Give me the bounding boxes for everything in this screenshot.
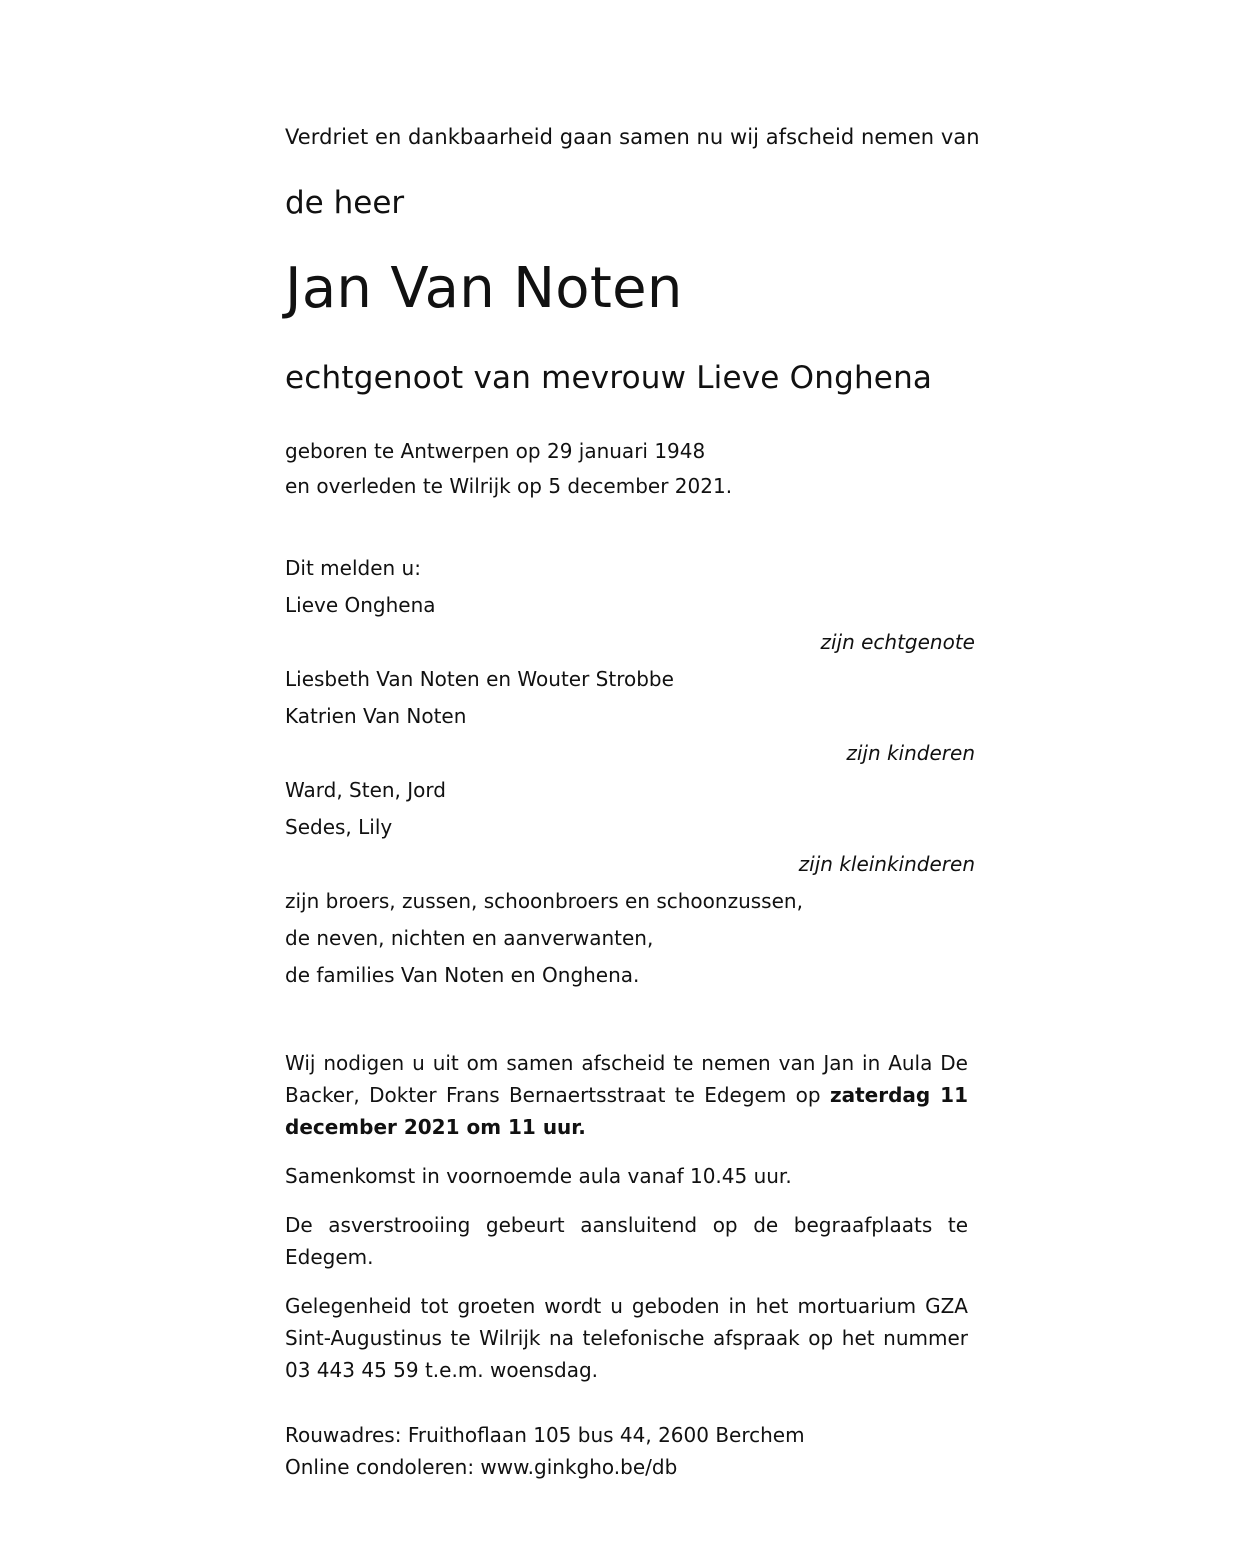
life-dates <box>285 434 732 504</box>
deceased-name: Jan Van Noten <box>285 256 683 321</box>
grandchildren-role: zijn kleinkinderen <box>798 852 975 876</box>
visitation-info: Gelegenheid tot groeten wordt u geboden in het mortuarium GZA Sint-Augustinus te Wilrijk na telefonische afspraak op het nummer 03 443 45 59 t.e.m. woensdag. <box>285 1294 968 1382</box>
spouse-role: zijn echtgenote <box>820 630 975 654</box>
birth-line: geboren te Antwerpen op 29 januari 1948 <box>285 439 706 463</box>
announcement-heading: Dit melden u: <box>285 556 421 580</box>
spouse-name: Lieve Onghena <box>285 593 436 617</box>
footer <box>285 1419 805 1483</box>
intro-line: Verdriet en dankbaarheid gaan samen nu wij afscheid nemen van <box>285 125 980 149</box>
ceremony-date: zaterdag 11 december 2021 om 11 uur. <box>285 1083 968 1139</box>
relatives-line: de neven, nichten en aanverwanten, <box>285 926 654 950</box>
mourning-address: Rouwadres: Fruithoflaan 105 bus 44, 2600 Berchem <box>285 1423 805 1447</box>
relatives-line: zijn broers, zussen, schoonbroers en schoonzussen, <box>285 889 803 913</box>
grandchild-names: Sedes, Lily <box>285 815 393 839</box>
death-line: en overleden te Wilrijk op 5 december 2021. <box>285 474 733 498</box>
child-name: Katrien Van Noten <box>285 704 467 728</box>
gathering-info: Samenkomst in voornoemde aula vanaf 10.45 uur. <box>285 1164 792 1188</box>
children-role: zijn kinderen <box>846 741 975 765</box>
relatives-line: de families Van Noten en Onghena. <box>285 963 640 987</box>
spouse-line: echtgenoot van mevrouw Lieve Onghena <box>285 360 933 396</box>
ceremony-text: Wij nodigen u uit om samen afscheid te nemen van Jan in Aula De Backer, Dokter Frans Bernaertsstraat te Edegem op <box>285 1051 968 1107</box>
family-announcement <box>285 553 975 997</box>
ceremony-invitation <box>285 1047 968 1143</box>
scattering-info: De asverstrooiing gebeurt aansluitend op de begraafplaats te Edegem. <box>285 1213 968 1269</box>
grandchild-names: Ward, Sten, Jord <box>285 778 446 802</box>
child-name: Liesbeth Van Noten en Wouter Strobbe <box>285 667 674 691</box>
honorific: de heer <box>285 185 405 221</box>
online-condolences: Online condoleren: www.ginkgho.be/db <box>285 1455 678 1479</box>
